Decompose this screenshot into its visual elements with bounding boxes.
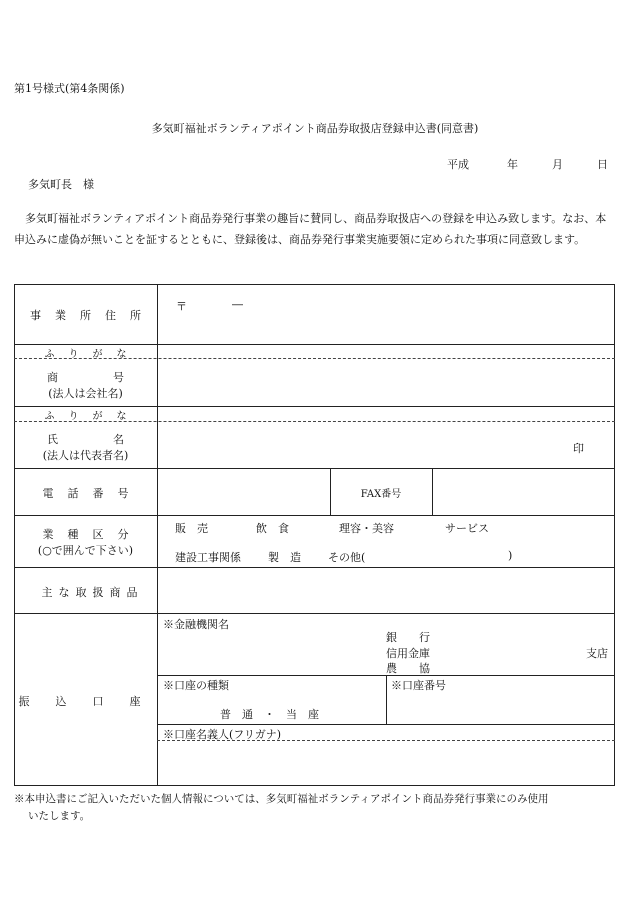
footnote-line2: いたします。 [28, 810, 91, 822]
business-option-manufacturing[interactable]: 製 造 [268, 551, 301, 564]
account-number-label: ※口座番号 [391, 679, 446, 692]
name-label: 氏 名 [47, 433, 124, 446]
seal-mark: 印 [573, 442, 584, 455]
date-year: 年 [507, 158, 518, 171]
business-option-beauty[interactable]: 理容・美容 [339, 522, 394, 535]
business-option-other[interactable]: その他( [328, 551, 366, 564]
form-title: 多気町福祉ボランティアポイント商品券取扱店登録申込書(同意書) [151, 122, 479, 135]
furigana-label-name: ふりがな [44, 411, 141, 422]
account-type-options[interactable]: 普 通 ・ 当 座 [220, 708, 319, 721]
fax-label: FAX番号 [360, 489, 402, 500]
company-label: 商 号 [47, 371, 124, 384]
bank-name-label: ※金融機関名 [163, 618, 229, 631]
postal-dash: ― [232, 298, 243, 311]
furigana-label-company: ふりがな [44, 349, 141, 360]
date-era: 平成 [447, 158, 469, 171]
business-option-food[interactable]: 飲 食 [256, 522, 289, 535]
footnote-line1: ※本申込書にご記入いただいた個人情報については、多気町福祉ボランティアポイント商品券発行事業にのみ使用 [14, 793, 549, 805]
intro-paragraph: 多気町福祉ボランティアポイント商品券発行事業の趣旨に賛同し、商品券取扱店への登録を申込み致します。なお、本申込みに虚偽が無いことを証するとともに、登録後は、商品券発行事業実施要領に定められた事項に同意致します。 [14, 212, 607, 246]
business-option-construction[interactable]: 建設工事関係 [175, 551, 241, 564]
date-day: 日 [597, 158, 608, 171]
business-type-sub: (○で囲んで下さい) [37, 544, 134, 557]
postal-mark: 〒 [176, 300, 187, 313]
transfer-account-label: 振込口座 [18, 695, 167, 708]
company-sub-label: (法人は会社名) [48, 387, 123, 400]
account-type-label: ※口座の種類 [163, 679, 229, 692]
business-type-label: 業種区分 [42, 528, 143, 541]
bank-type-ja[interactable]: 農 協 [386, 662, 430, 675]
phone-label: 電話番号 [42, 487, 143, 500]
bank-type-shinkin[interactable]: 信用金庫 [386, 647, 430, 660]
business-option-service[interactable]: サービス [445, 522, 489, 535]
form-number: 第1号様式(第4条関係) [14, 82, 125, 95]
branch-label: 支店 [586, 647, 608, 660]
business-option-sales[interactable]: 販 売 [175, 522, 208, 535]
products-label: 主な取扱商品 [41, 586, 144, 599]
addressee: 多気町長 様 [28, 178, 94, 191]
date-month: 月 [552, 158, 563, 171]
address-label: 事業所住所 [30, 309, 155, 322]
bank-type-bank[interactable]: 銀 行 [386, 631, 430, 644]
account-holder-label: ※口座名義人(フリガナ) [163, 728, 282, 741]
name-sub-label: (法人は代表者名) [42, 449, 129, 462]
business-option-other-close: ) [508, 549, 513, 562]
